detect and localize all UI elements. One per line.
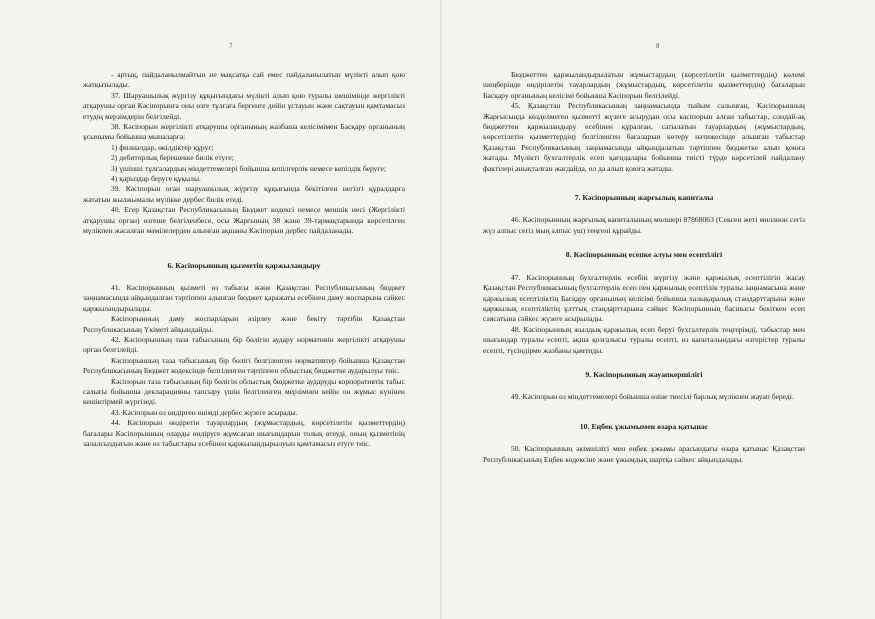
paragraph-46: 46. Кәсіпорынның жарғылық капиталының мөлшері 87868063 (Сексен жеті миллион сегіз жүз алпыс сегіз мың алпыс үш) теңгені құрайды. [483, 215, 805, 235]
section-heading-8: 8. Кәсіпорынның есепке алуы мен есептілігі [565, 250, 723, 260]
page-fold [440, 0, 442, 619]
paragraph: Кәсіпорынның таза табысының бір бөлігі белгіленген нормативтер бойынша Қазақстан Республикасының Бюджет кодексінде белгіленген тәртіппен облыстық бюджетке аударылуы тиіс. [83, 355, 405, 376]
section-heading-10: 10. Еңбек ұжымымен өзара қатынас [579, 421, 709, 431]
list-item: 4) қарыздар беруге құқылы. [111, 174, 201, 184]
paragraph-42: 42. Кәсіпорынның таза табысының бір бөлігін аудару нормативін жергілікті атқарушы орган белгілейді. [83, 334, 405, 355]
paragraph-38: 38. Кәсіпорын жергілікті атқарушы органының жазбаша келісімімен Басқару органының ұсынымы бойынша мыналарға: [83, 122, 405, 142]
paragraph-37: 37. Шаруашылық жүргізу құқығындағы мүлікті алып қою туралы шешімінде жергілікті атқарушы орган Кәсіпорынға оны өзге тұлғаға бергенге дейін ұстауын және сақтауын қамтамасыз етудің мерзімдерін белгілейді. [83, 90, 405, 121]
section-heading-6: 6. Кәсіпорынның қызметін қаржыландыру [167, 260, 321, 270]
paragraph-39: 39. Кәсіпорын оған шаруашылық жүргізу құқығында бекітілген негізгі құралдарға жататын жылжымалы мүлікке дербес билік етеді. [83, 184, 405, 204]
paragraph-49: 49. Кәсіпорын өз міндеттемелері бойынша өзіне тиесілі барлық мүлікпен жауап береді. [511, 392, 794, 402]
paragraph-44: 44. Кәсіпорын өндіретін тауарлардың (жұмыстардың, көрсетілетін қызметтердің) бағалары Кәсіпорынның оларды өндіруге жұмсаған шығындарын толық өтеуді, оның қызметінің залалсыздығын және өз табыстары есебінен қаржыландырылуын қамтамасыз етуге тиіс. [83, 418, 405, 448]
paragraph-41: 41. Кәсіпорынның қызметі өз табысы және Қазақстан Республикасының бюджет заңнамасында айқындалған тәртіппен алынған бюджет қаражаты есебінен даму жоспарына сәйкес қаржыландырылады. [83, 282, 405, 313]
paragraph: - артық, пайдаланылмайтын не мақсатқа сай емес пайдаланылатын мүлікті алып қою жатқызылады. [83, 70, 405, 90]
paragraph-40: 40. Егер Қазақстан Республикасының Бюджет кодексі немесе меншік иесі (Жергілікті атқарушы орган) өзгеше белгіленбесе, осы Жарғының 38 және 39-тармақтарында көрсетілген мүлікпен жасалған мәмілелерден алынған ақшаны Кәсіпорын дербес пайдаланады. [83, 205, 405, 236]
list-item: 3) үшінші тұлғалардың міндеттемелері бойынша кепілгерлік немесе кепілдік беруге; [111, 163, 386, 173]
list-item: 2) дебиторлық берешекке билік етуге; [111, 153, 234, 163]
paragraph-43: 43. Кәсіпорын өз өндірген өнімді дербес жүзеге асырады. [111, 407, 298, 417]
paragraph-48: 48. Кәсіпорынның жылдық қаржылық есеп беруі бухгалтерлік теңгерімді, табыстар мен шығындар туралы есепті, ақша қозғалысы туралы есепті, өз капиталындағы өзгерістер туралы есепті, түсіндірме жазбаны қамтиды. [483, 324, 805, 355]
section-heading-9: 9. Кәсіпорынның жауапкершілігі [585, 369, 703, 379]
paragraph: Бюджеттен қаржыландырылатын жұмыстардың (көрсетілетін қызметтердің) көлемі шеңберінде өндірілетін тауарлардың (жұмыстардың, көрсетілетін қызметтердің) бағаларын Басқару органының келісімі бойынша Кәсіпорын белгілейді. [483, 70, 805, 100]
list-item: 1) филиалдар, өкілдіктер құруғ; [111, 142, 214, 152]
paragraph-50: 50. Кәсіпорынның әкімшілігі мен еңбек ұжымы арасындағы өзара қатынас Қазақстан Республикасының Еңбек кодексіне және ұжымдық шартқа сәйкес айқындалады. [483, 444, 805, 464]
left-page-column [83, 70, 405, 449]
paragraph-47: 47. Кәсіпорынның бухгалтерлік есебін жүргізу және қаржылық есептілігін жасау Қазақстан Республикасының бухгалтерлік есеп пен қаржылық есептілік туралы заңнамасына және қаржылық есептіліктің Басқару органының келісімі бойынша халықаралық стандарттарына және қаржылық есептіліктің ұлттық стандарттарына сәйкес Кәсіпорынның басшысы бекіткен есеп саясатына сәйкес жүзеге асырылады. [483, 272, 805, 324]
section-heading-7: 7. Кәсіпорынның жарғылық капиталы [574, 193, 714, 203]
paragraph: Кәсіпорын таза табысының бір бөлігін облыстық бюджетке аударуды корпоративтік табыс салығы бойынша декларацияны тапсыру үшін белгіленген мерзімнен кейін он жұмыс күнінен кешіктірмей жүргізеді. [83, 376, 405, 407]
page-number-right: 8 [656, 42, 660, 50]
paragraph-45: 45. Қазақстан Республикасының заңнамасында тыйым салынған, Кәсіпорынның Жарғысында көзделмеген қызметті жүзеге асырудан осы кәсіпорын алған табыстар, сондай-ақ бюджеттен қаржыландыру есебінен құралған, сатылатын тауарлардың (жұмыстардың, көрсетілетін қызметтердің) белгіленген бағаларын көтеру нәтижесінде алынған табыстар Қазақстан Республикасының заңнамасында айқындалатын тәртіппен бюджетке алып қоюға жатады. Мүлікті бухгалтерлік есеп қағидалары бойынша тиісті түрде көрсетілей пайдалану фактілері анықталған жағдайда, ол да алып қоюға жатады. [483, 101, 805, 173]
right-page-column [483, 70, 805, 465]
page-number-left: 7 [229, 42, 233, 50]
paragraph: Кәсіпорынның даму жоспарларын әзірлеу және бекіту тәртібін Қазақстан Республикасының Үкіметі айқындайды. [83, 314, 405, 334]
